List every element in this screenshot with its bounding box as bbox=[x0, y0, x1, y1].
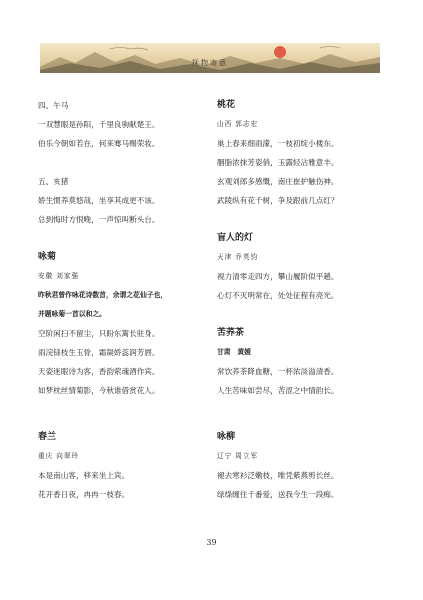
poem-line: 心灯不灭明常在，处处征程有亮光。 bbox=[217, 291, 339, 300]
poem-author: 安徽 刘家强 bbox=[38, 272, 80, 280]
poem-line: 玄观刘郎多感慨，南庄崔护触伤神。 bbox=[217, 177, 339, 186]
poem-author: 辽宁 周立军 bbox=[217, 452, 259, 460]
poem-author: 甘肃 黄媛 bbox=[217, 348, 251, 356]
poem-line: 雨浣铩枝生玉骨，霜凝娇蕊润芳唇。 bbox=[38, 348, 160, 357]
poem-heading: 咏菊 bbox=[38, 252, 57, 262]
poem-line: 总到悔时方恨晚，一声惊叫断头台。 bbox=[38, 215, 160, 224]
poem-author: 重庆 向翠玲 bbox=[38, 452, 80, 460]
poem-heading: 盲人的灯 bbox=[217, 233, 254, 243]
poem-preface: 昨秋君曾作咏花诗数首，余谓之花仙子也， bbox=[38, 291, 168, 299]
poem-line: 常饮荞茶降血糖，一杯浓淡溢清香。 bbox=[217, 367, 339, 376]
poem-line: 如梦枕丝情菊影，今秋谁借赏花人。 bbox=[38, 386, 160, 395]
poem-line: 褪去寒衫泛嫩枝，唯凭紫燕剪长丝。 bbox=[217, 471, 339, 480]
poem-line: 人生苦味如尝尽，苦涩之中情韵长。 bbox=[217, 386, 339, 395]
page-number: 39 bbox=[206, 538, 217, 547]
poem-line: 伯乐今朝如若在，何来骞马赐荣妆。 bbox=[38, 139, 160, 148]
poem-heading: 苦荞茶 bbox=[217, 328, 245, 338]
poem-line: 视力清零走四方，攀山履阶似平趟。 bbox=[217, 272, 339, 281]
poem-line: 本是南山客，移来坐上宾。 bbox=[38, 471, 130, 480]
poem-heading: 咏柳 bbox=[217, 432, 236, 442]
poem-line: 空阶闲扫不留尘，只盼东篱长驻身。 bbox=[38, 329, 160, 338]
right-column bbox=[217, 96, 402, 504]
poem-line: 胭脂浓抹芳姿俏，玉露轻沾雅意丰。 bbox=[217, 158, 339, 167]
poem-author: 天津 乔英钧 bbox=[217, 253, 259, 261]
poem-line: 花开香日夜，冉冉一枝春。 bbox=[38, 490, 130, 499]
poem-author: 山西 郭志宏 bbox=[217, 120, 259, 128]
sun-icon bbox=[274, 46, 286, 58]
poem-line: 天姿迷眼诗为客，香韵萦魂酒作宾。 bbox=[38, 367, 160, 376]
left-column bbox=[38, 96, 223, 504]
poem-heading: 春兰 bbox=[38, 432, 57, 442]
poem-line: 巢上春来细雨濛，一枝初绽小楼东。 bbox=[217, 139, 339, 148]
poem-line: 娇生惯养莫悠哉，坐享其成更不该。 bbox=[38, 196, 160, 205]
poem-line: 绿绦缠住千番爱，送我今生一段痴。 bbox=[217, 490, 339, 499]
poem-heading: 桃花 bbox=[217, 100, 236, 110]
banner-title: 抚物寄意 bbox=[192, 59, 228, 67]
poem-line: 一双慧眼是孙阳，千里良驹献楚王。 bbox=[38, 120, 160, 129]
poem-title: 四、午马 bbox=[38, 101, 69, 110]
header-banner bbox=[40, 43, 380, 73]
poem-line: 武陵纵有花千树，争及跟前几点红？ bbox=[217, 196, 339, 205]
poem-preface: 并题咏菊一首以和之。 bbox=[38, 310, 106, 318]
poem-title: 五、亥猪 bbox=[38, 177, 69, 186]
